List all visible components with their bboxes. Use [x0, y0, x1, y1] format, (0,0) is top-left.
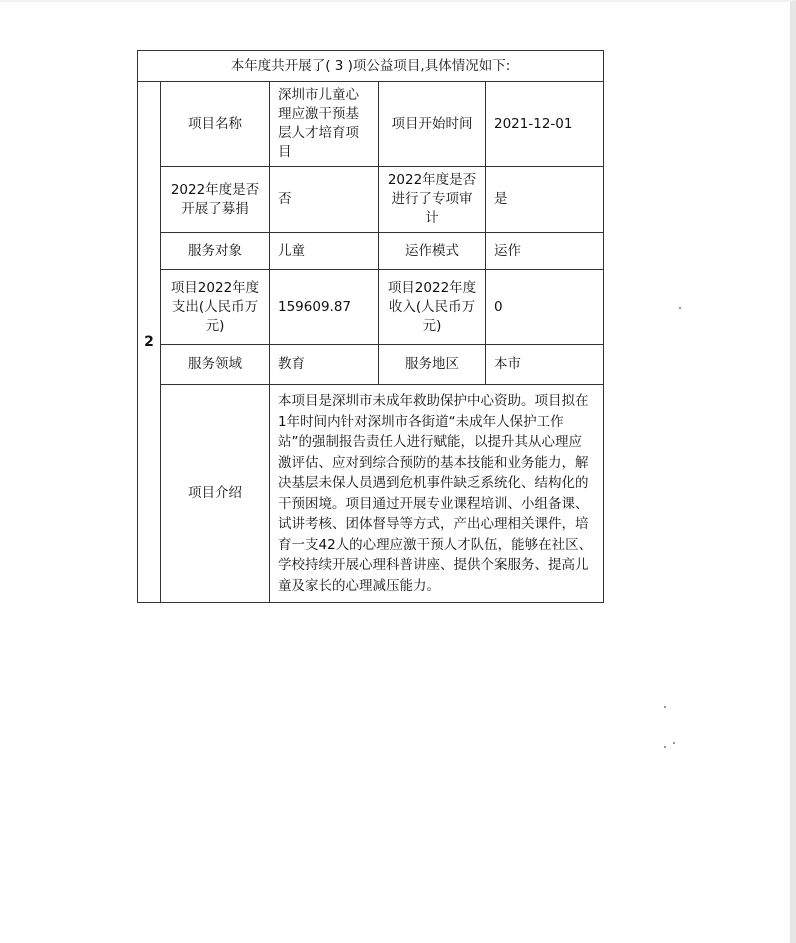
intro-label: 项目介绍	[161, 385, 270, 603]
fundraising-value: 否	[270, 167, 379, 233]
operation-mode-label: 运作模式	[379, 233, 486, 270]
service-field-value: 教育	[270, 345, 379, 385]
expense-value: 159609.87	[270, 270, 379, 345]
table-row	[138, 385, 604, 603]
service-area-label: 服务地区	[379, 345, 486, 385]
intro-value: 本项目是深圳市未成年救助保护中心资助。项目拟在1年时间内针对深圳市各街道“未成年人保护工作站”的强制报告责任人进行赋能，以提升其从心理应激评估、应对到综合预防的基本技能和业务能力，解决基层未保人员遇到危机事件缺乏系统化、结构化的干预困境。项目通过开展专业课程培训、小组备课、试讲考核、团体督导等方式，产出心理相关课件，培育一支42人的心理应激干预人才队伍，能够在社区、学校持续开展心理科普讲座、提供个案服务、提高儿童及家长的心理减压能力。	[270, 385, 604, 603]
expense-label: 项目2022年度支出(人民币万元)	[161, 270, 270, 345]
scan-speck	[664, 706, 666, 708]
service-target-label: 服务对象	[161, 233, 270, 270]
table-title: 本年度共开展了( 3 )项公益项目,具体情况如下:	[138, 51, 604, 82]
scan-speck	[673, 742, 675, 744]
start-time-value: 2021-12-01	[486, 82, 604, 167]
start-time-label: 项目开始时间	[379, 82, 486, 167]
service-target-value: 儿童	[270, 233, 379, 270]
project-name-label: 项目名称	[161, 82, 270, 167]
title-row	[138, 51, 604, 82]
table-row	[138, 82, 604, 167]
service-field-label: 服务领域	[161, 345, 270, 385]
income-label: 项目2022年度收入(人民币万元)	[379, 270, 486, 345]
fundraising-label: 2022年度是否开展了募捐	[161, 167, 270, 233]
scan-speck	[664, 746, 666, 748]
table-row	[138, 270, 604, 345]
project-number: 2	[138, 82, 161, 603]
audit-label: 2022年度是否进行了专项审计	[379, 167, 486, 233]
income-value: 0	[486, 270, 604, 345]
project-info-table	[137, 50, 604, 603]
project-name-value: 深圳市儿童心理应激干预基层人才培育项目	[270, 82, 379, 167]
table-row	[138, 167, 604, 233]
scan-artifact	[140, 0, 460, 2]
audit-value: 是	[486, 167, 604, 233]
table-row	[138, 345, 604, 385]
scan-speck	[679, 307, 681, 309]
operation-mode-value: 运作	[486, 233, 604, 270]
table-row	[138, 233, 604, 270]
service-area-value: 本市	[486, 345, 604, 385]
